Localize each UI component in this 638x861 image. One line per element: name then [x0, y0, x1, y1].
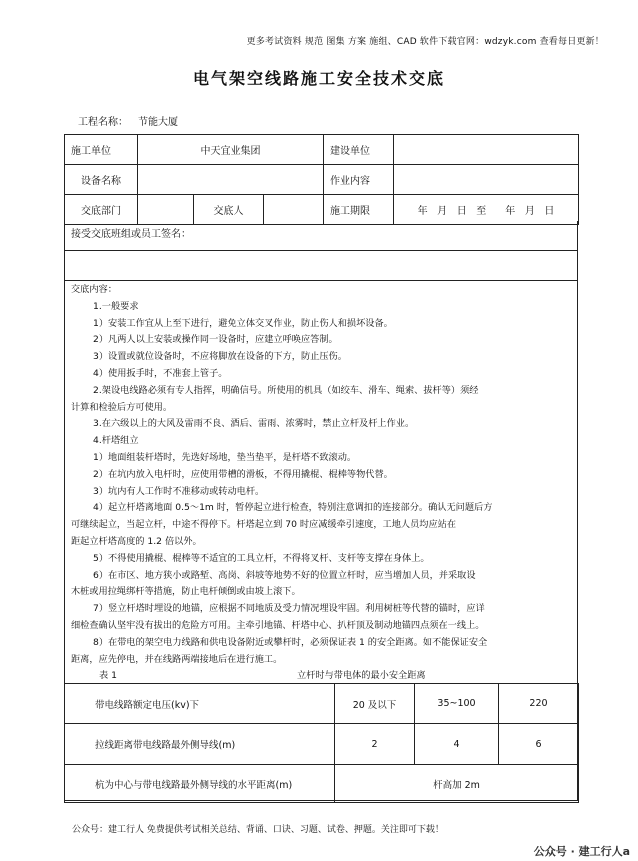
construction-unit-value: 中天宜业集团: [138, 135, 324, 165]
content-line: 4）起立杆塔离地面 0.5～1m 时，暂停起立进行检查，特别注意调扣的连接部分。确认无问题后方: [93, 502, 493, 514]
content-line: 木桩或用拉绳绑杆等措施，防止电杆倾倒或由坡上滚下。: [71, 586, 301, 598]
period-label: 施工期限: [324, 195, 394, 225]
content-line: 4.杆塔组立: [93, 435, 139, 447]
document-title: 电气架空线路施工安全技术交底: [192, 69, 445, 88]
guy-distance-label: 拉线距离带电线路最外侧导线(m): [65, 724, 335, 765]
content-line: 3.在六级以上的大风及雷雨不良、酒后、雷雨、浓雾时，禁止立杆及杆上作业。: [93, 418, 415, 430]
person-value: [264, 195, 324, 225]
content-line: 可继续起立，当起立杆，中途不得停下。杆塔起立到 70 时应减缓牵引速度，工地人员均应站在: [71, 519, 457, 531]
voltage-label: 带电线路额定电压(kv)下: [65, 684, 335, 724]
equipment-label: 设备名称: [65, 165, 138, 195]
project-name-row: [78, 113, 178, 128]
info-table: [64, 134, 579, 225]
builder-unit-value: [394, 135, 579, 165]
person-label: 交底人: [194, 195, 264, 225]
content-line: 2）在坑内放入电杆时，应使用带槽的滑板，不得用撬棍、棍棒等物代替。: [93, 468, 393, 480]
content-line: 1.一般要求: [93, 300, 139, 312]
content-line: 3）设置或就位设备时，不应将脚放在设备的下方，防止压伤。: [93, 351, 347, 363]
top-notice: 更多考试资料 规范 图集 方案 施组、CAD 软件下载官网：wdzyk.com 查看每日更新！: [246, 37, 604, 47]
content-heading: 交底内容：: [71, 284, 117, 295]
content-line: 细检查确认坚牢没有拔出的危险方可用。主牵引地锚、杆塔中心、扒杆顶及制动地锚四点须在一线上。: [71, 619, 485, 631]
guy-distance-value: 2: [335, 724, 415, 765]
table-caption: [71, 668, 577, 684]
content-line: 6）在市区、地方狭小或路堑、高岗、斜坡等地势不好的位置立杆时，应当增加人员，并采取设: [93, 569, 476, 581]
content-line: 5）不得使用撬棍、棍棒等不适宜的工具立杆，不得将叉杆、支杆等支撑在身体上。: [93, 552, 430, 564]
watermark: 公众号 · 建工行人a: [533, 845, 630, 858]
content-line: 8）在带电的架空电力线路和供电设备附近或攀杆时，必须保证表 1 的安全距离。如不能保证安全: [93, 636, 488, 648]
content-line: 7）竖立杆塔时埋设的地锚，应根据不同地质及受力情况埋设牢固。利用树桩等代替的锚时，应详: [93, 603, 485, 615]
content-line: 2）凡两人以上安装或操作同一设备时，应建立呼唤应答制。: [93, 334, 338, 346]
work-content-value: [394, 165, 579, 195]
content-line: 1）安装工作宜从上至下进行，避免立体交叉作业，防止伤人和损坏设备。: [93, 317, 393, 329]
voltage-value: 20 及以下: [335, 684, 415, 724]
signature-blank-row: [64, 251, 578, 281]
voltage-value: 35~100: [415, 684, 499, 724]
guy-distance-value: 4: [415, 724, 499, 765]
voltage-value: 220: [499, 684, 579, 724]
content-line: 3）坑内有人工作时不准移动或转动电杆。: [93, 485, 265, 497]
content-line: 1）地面组装杆塔时，先选好场地，垫当垫平，是杆塔不致滚动。: [93, 451, 357, 463]
guy-distance-value: 6: [499, 724, 579, 765]
signature-row: [64, 221, 578, 251]
dept-label: 交底部门: [65, 195, 138, 225]
content-line: 2.架设电线路必须有专人指挥，明确信号。所使用的机具（如绞车、滑车、绳索、拔杆等）须经: [93, 384, 479, 396]
safety-distance-table: [64, 683, 579, 803]
signature-label: 接受交底班组或员工签名：: [71, 229, 191, 240]
pole-distance-label: 杭为中心与带电线路最外侧导线的水平距离(m): [65, 765, 335, 803]
table-caption-title: 立杆时与带电体的最小安全距离: [297, 670, 426, 682]
dept-value: [138, 195, 194, 225]
content-line: 4）使用扳手时，不准套上管子。: [93, 367, 228, 379]
content-line: 距离，应先停电，并在线路两端接地后在进行施工。: [71, 653, 283, 665]
project-label: 工程名称：: [78, 117, 128, 128]
construction-unit-label: 施工单位: [65, 135, 138, 165]
builder-unit-label: 建设单位: [324, 135, 394, 165]
content-line: 距起立杆塔高度的 1.2 倍以外。: [71, 535, 202, 547]
project-value: 节能大厦: [138, 117, 178, 128]
table-caption-number: 表 1: [99, 670, 117, 682]
period-value: 年 月 日 至 年 月 日: [394, 195, 579, 225]
footer-note: 公众号：建工行人 免费提供考试相关总结、背诵、口诀、习题、试卷、押题。关注即可下载！: [72, 825, 444, 835]
work-content-label: 作业内容: [324, 165, 394, 195]
equipment-value: [138, 165, 324, 195]
content-line: 计算和检验后方可使用。: [71, 401, 173, 413]
pole-distance-value: 杆高加 2m: [335, 765, 579, 803]
